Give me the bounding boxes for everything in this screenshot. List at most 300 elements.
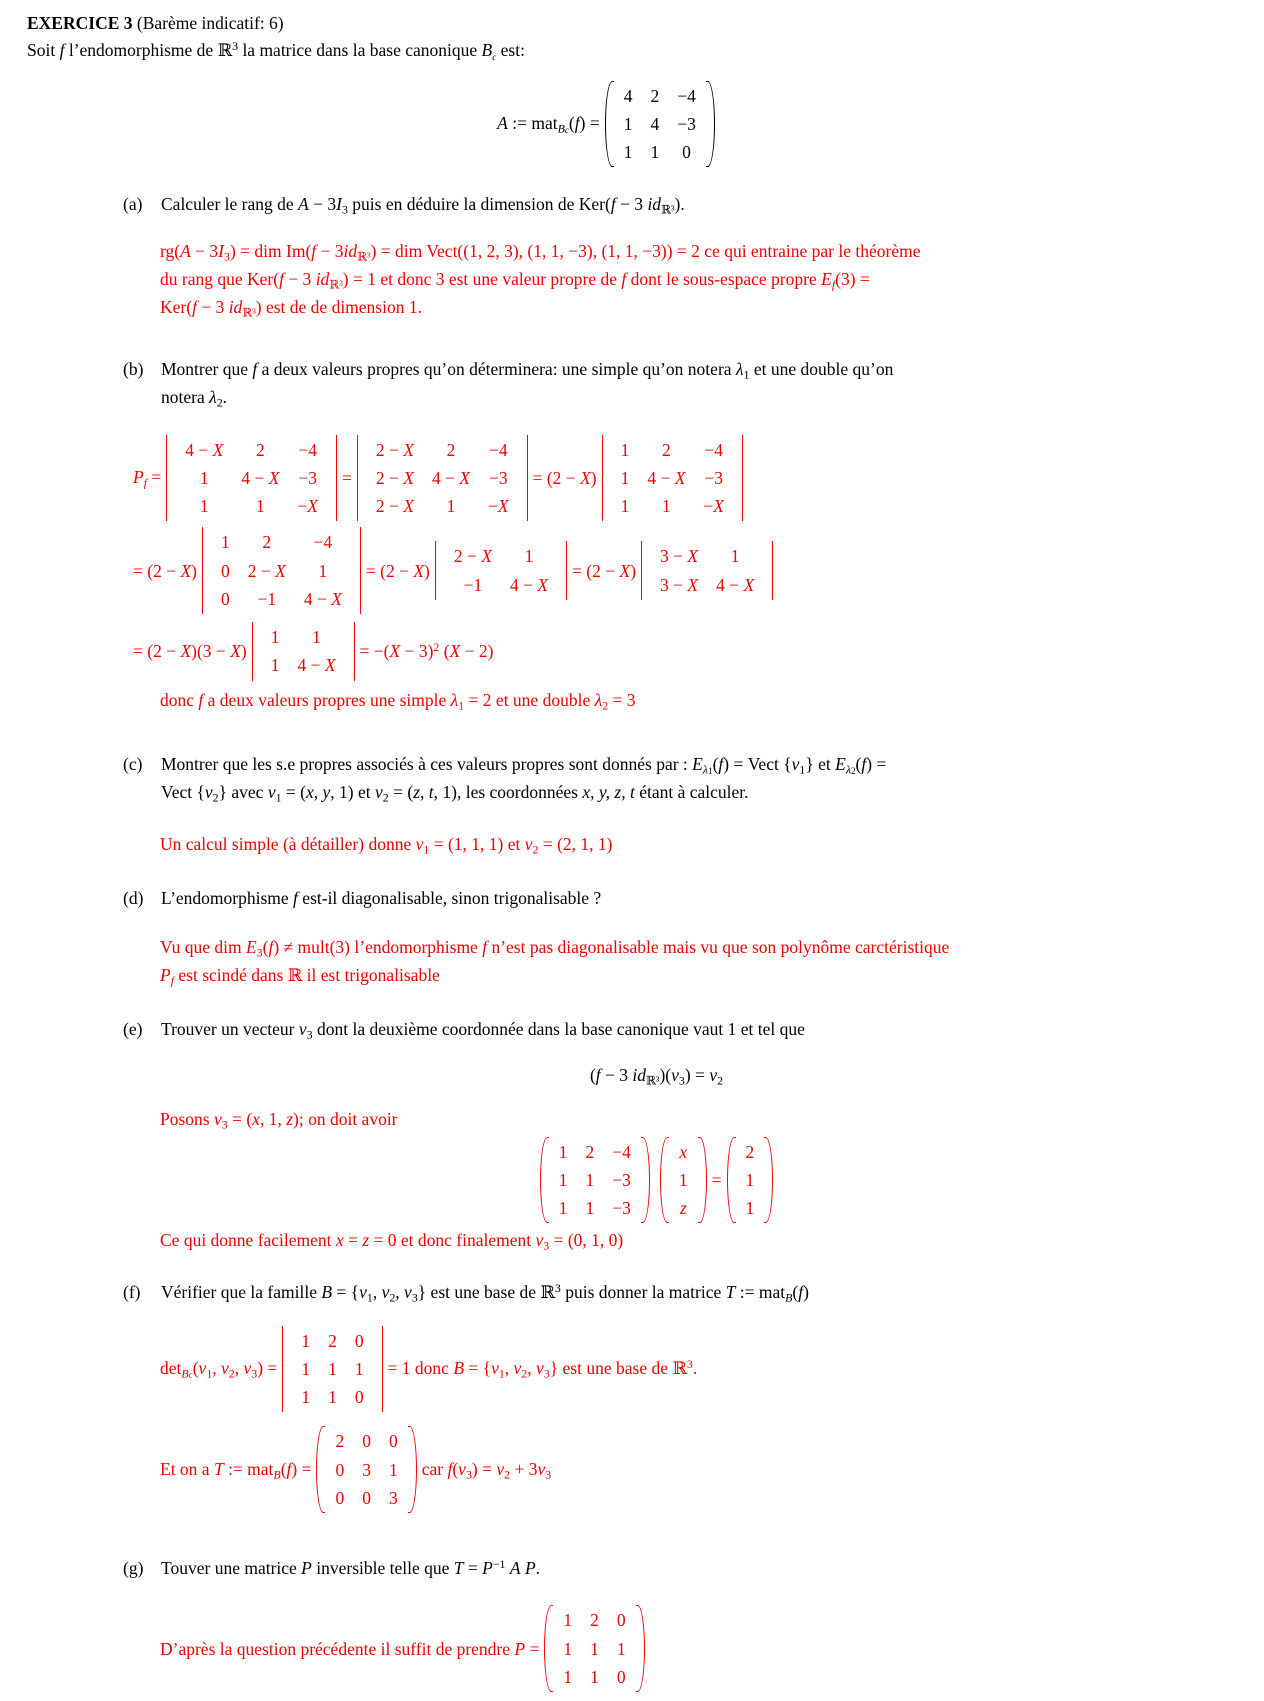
math-seg: λ (702, 762, 709, 777)
matrix-row (737, 1194, 764, 1222)
solution-e-intro (160, 1106, 1264, 1134)
matrix-cell: 1 (616, 1638, 626, 1659)
matrix-cell: 1 (590, 1638, 599, 1659)
math-seg: − 3 (615, 194, 648, 215)
math-seg: := mat (735, 1282, 786, 1303)
math-seg: v (198, 1357, 207, 1378)
matrix-cell: 1 (199, 496, 209, 517)
math-seg: ) = dim Im( (229, 240, 312, 261)
matrix-row (292, 1327, 372, 1355)
matrix-cell: −4 (704, 439, 724, 460)
matrix-row (554, 1606, 634, 1634)
math-seg: v (221, 1357, 229, 1378)
matrix-cell: 1 (270, 655, 280, 676)
matrix-cell: 1 (620, 496, 630, 517)
math-seg: ) = (291, 1458, 312, 1479)
matrix-row (550, 1194, 640, 1222)
math-seg: ) (803, 1282, 809, 1303)
math-seg: v (298, 1018, 307, 1039)
math-seg: = (342, 467, 352, 488)
math-seg: z, t (413, 781, 434, 802)
pf-determinant-2 (357, 433, 528, 524)
math-seg: 2 (228, 1366, 235, 1381)
math-seg: = (147, 466, 162, 487)
math-seg: x (335, 1230, 344, 1251)
matrix-cell: 4 − X (303, 588, 342, 609)
math-seg: = (1, 1, 1) et (429, 834, 525, 855)
matrix-cell: 0 (220, 588, 230, 609)
solution-e-intro-line (160, 1106, 1264, 1134)
math-seg: 3 (251, 1366, 258, 1381)
pf-determinant-6 (641, 539, 773, 602)
P-lhs (160, 1636, 539, 1662)
matrix-cell: 1 (585, 1198, 595, 1219)
matrix-cell: −1 (257, 588, 277, 609)
matrix-cell: −3 (677, 113, 696, 134)
math-seg: 3 (686, 1356, 693, 1371)
item-f-label: (f) (123, 1282, 141, 1303)
math-seg: } avec (218, 781, 268, 802)
math-seg: = (2 − X)(3 − X) (133, 641, 247, 662)
matrix-row (292, 1355, 372, 1383)
matrix-cell: 1 (328, 1387, 337, 1408)
matrix-row (212, 585, 351, 613)
T-lhs (160, 1456, 311, 1484)
text-line (161, 1016, 805, 1044)
math-seg: c (188, 1369, 193, 1380)
math-seg: car (421, 1458, 448, 1479)
item-b-label: (b) (123, 359, 144, 380)
math-seg: B (273, 1467, 281, 1481)
matrix-cell: 0 (616, 1666, 626, 1687)
math-seg: Posons (160, 1109, 214, 1130)
math-seg: 1 (458, 697, 465, 712)
math-seg: ) = (866, 753, 887, 774)
item-c-label: (c) (123, 753, 143, 774)
math-seg: B (481, 40, 493, 61)
matrix-row (615, 110, 705, 138)
factor-product (133, 638, 247, 664)
math-seg: Calculer le rang de (161, 194, 299, 215)
equals-sign (712, 1167, 722, 1193)
text-line (160, 962, 1264, 990)
matrix-cell: −4 (677, 85, 696, 106)
matrix-cell: −3 (704, 467, 724, 488)
math-seg: f (798, 1282, 804, 1303)
matrix-cell: 2 − X (247, 560, 286, 581)
math-seg: ( (712, 753, 719, 774)
matrix-cell: 1 (558, 1141, 568, 1162)
item-c-text (161, 751, 886, 807)
matrix-row (326, 1427, 406, 1455)
math-seg: la matrice dans la base canonique (238, 40, 482, 61)
display-equation-e (123, 1062, 1190, 1090)
math-seg: (X − 2) (439, 641, 494, 662)
matrix-row (367, 464, 518, 492)
math-seg: ) = (471, 1458, 497, 1479)
matrix-row (292, 1383, 372, 1411)
text-line (161, 751, 886, 779)
math-seg: , (527, 1357, 537, 1378)
math-seg: Touver une matrice (161, 1558, 302, 1579)
solution-e-outro-line (160, 1227, 1264, 1255)
exercise-title (27, 10, 1264, 36)
matrix-cell: 4 − X (297, 655, 336, 676)
matrix-cell: 2 (585, 1141, 595, 1162)
math-seg: ) = (684, 1065, 710, 1086)
math-seg: v (491, 1357, 499, 1378)
math-seg: 2 (216, 395, 223, 410)
math-seg: 3 (411, 1290, 418, 1305)
T-justification (422, 1456, 551, 1484)
matrix-cell: 1 (563, 1638, 573, 1659)
math-seg: = { (464, 1357, 492, 1378)
matrix-row (262, 623, 345, 651)
math-seg: 2 (850, 765, 856, 776)
matrix-cell: 1 (388, 1459, 398, 1480)
text-line (161, 1279, 809, 1307)
matrix-row (212, 557, 351, 585)
item-e-text (161, 1016, 805, 1044)
matrix-cell: 1 (745, 1198, 755, 1219)
matrix-cell: 0 (388, 1431, 398, 1452)
math-seg: −1 (492, 1557, 506, 1572)
matrix-row (367, 436, 518, 464)
math-seg: } et (805, 753, 836, 774)
matrix-cell: 0 (362, 1431, 371, 1452)
matrix-cell: 1 (623, 142, 633, 163)
math-seg: , (504, 1357, 514, 1378)
math-seg: donc (160, 689, 199, 710)
math-seg: Et on a (160, 1458, 214, 1479)
matrix-cell: −3 (298, 467, 318, 488)
matrix-row (670, 1194, 697, 1222)
math-seg: rg( (160, 240, 181, 261)
math-seg: 1 (206, 1366, 213, 1381)
math-seg: B (785, 1290, 793, 1305)
math-seg: est: (496, 40, 525, 61)
math-seg: , 1, (259, 1109, 287, 1130)
item-g-text (161, 1555, 540, 1581)
math-seg: P (301, 1558, 312, 1579)
matrix-cell: 0 (354, 1330, 364, 1351)
math-seg: := mat (223, 1458, 274, 1479)
text-line (161, 1555, 540, 1581)
math-seg: Montrer que les s.e propres associés à ces valeurs propres sont donnés par : (161, 753, 693, 774)
matrix-cell: −3 (612, 1169, 631, 1190)
math-seg: = { (332, 1282, 360, 1303)
pf-equation-line-2 (133, 525, 1264, 616)
math-seg: Ce qui donne facilement (160, 1230, 336, 1251)
math-seg: } est une base de ℝ (417, 1282, 555, 1303)
math-seg: )( (659, 1065, 672, 1086)
math-seg: 1 (423, 842, 430, 857)
det-lhs (160, 1355, 277, 1383)
item-c (123, 751, 1264, 807)
math-seg: inversible telle que (311, 1558, 454, 1579)
math-seg: ) = Vect { (723, 753, 792, 774)
math-seg: 3 (545, 1467, 552, 1481)
math-seg: v (791, 753, 800, 774)
math-seg: v (537, 1458, 546, 1479)
solution-e-matrix-equation (123, 1135, 1190, 1226)
math-seg: . (692, 1357, 698, 1378)
math-seg: a deux valeurs propres qu’on déterminera: une simple qu’on notera (257, 359, 736, 380)
equation-f-minus-3id (590, 1062, 723, 1090)
pf-determinant-4 (202, 525, 361, 616)
matrix-cell: 1 (563, 1610, 573, 1631)
matrix-cell: 2 (590, 1610, 599, 1631)
matrix-cell: 1 (730, 546, 740, 567)
math-seg: = ( (227, 1109, 253, 1130)
math-seg: − 3 (308, 194, 337, 215)
matrix-cell: 1 (745, 1169, 755, 1190)
math-seg: v (213, 1109, 222, 1130)
text-line (161, 779, 886, 807)
math-seg: , (372, 1282, 382, 1303)
vector-x1z (660, 1135, 707, 1226)
math-seg: , (234, 1357, 244, 1378)
math-seg: f (311, 240, 317, 261)
math-seg: du rang que Ker( (160, 268, 280, 289)
math-seg: T (453, 1558, 464, 1579)
item-a (123, 191, 1264, 219)
math-seg: Soit (27, 40, 60, 61)
math-seg: A (298, 194, 309, 215)
matrix-cell: 4 − X (241, 467, 280, 488)
det-v1v2v3 (282, 1324, 382, 1415)
pf-equation-line-1 (133, 433, 1264, 524)
math-seg: v (359, 1282, 367, 1303)
math-seg: E (692, 753, 703, 774)
matrix-cell: 0 (354, 1387, 364, 1408)
math-seg: T (213, 1458, 224, 1479)
math-seg: 3 (678, 1073, 685, 1088)
matrix-cell: −1 (463, 574, 483, 595)
math-seg: f (268, 936, 274, 957)
pf-result (360, 638, 494, 664)
math-seg: I (336, 194, 342, 215)
math-seg: 3 (224, 248, 230, 263)
matrix-cell: 1 (620, 439, 630, 460)
math-seg: P (514, 1638, 526, 1659)
matrix-cell: −X (488, 496, 509, 517)
math-seg: z (286, 1109, 294, 1130)
math-seg: = (2 − X) (133, 560, 197, 581)
text-line (161, 356, 893, 384)
matrix-row (550, 1166, 640, 1194)
math-seg: := mat (507, 112, 558, 133)
solution-d (160, 934, 1264, 990)
matrix-A-lhs (497, 110, 600, 138)
math-seg: ( (589, 1065, 596, 1086)
math-seg: T (725, 1282, 736, 1303)
matrix-cell: 1 (220, 532, 230, 553)
math-seg: dont la deuxième coordonnée dans la base canonique vaut 1 et tel que (312, 1018, 805, 1039)
matrix-cell: −X (297, 496, 318, 517)
math-seg: a deux valeurs propres une simple (203, 689, 451, 710)
matrix-A (605, 79, 715, 170)
matrix-cell: 4 − X (716, 574, 755, 595)
math-seg: l’endomorphisme de (64, 40, 218, 61)
math-seg: = 2 et une double (464, 689, 595, 710)
matrix-cell: 0 (616, 1610, 626, 1631)
math-seg: = 0 et donc finalement (369, 1230, 536, 1251)
math-seg: puis donner la matrice (560, 1282, 726, 1303)
math-seg: f (279, 268, 284, 289)
math-seg: ( (280, 1458, 287, 1479)
math-seg: Un calcul simple (à détailler) donne (160, 834, 416, 855)
matrix-row (326, 1484, 406, 1512)
math-seg: étant à calculer. (634, 781, 749, 802)
matrix-cell: 3 − X (660, 546, 699, 567)
math-seg: puis en déduire la dimension de Ker( (347, 194, 611, 215)
math-seg: f (610, 194, 616, 215)
math-seg: 1 (708, 765, 713, 776)
math-seg: f (170, 973, 175, 988)
matrix-row (445, 571, 557, 599)
matrix-row (670, 1138, 697, 1166)
math-seg: , 1), les coordonnées (433, 781, 583, 802)
item-f-text (161, 1279, 809, 1307)
math-seg: λ (845, 762, 851, 777)
item-d (123, 885, 1264, 911)
matrix-row (612, 436, 733, 464)
math-seg: ( (792, 1282, 799, 1303)
matrix-cell: 0 (335, 1487, 345, 1508)
matrix-cell: 0 (362, 1487, 371, 1508)
matrix-cell: 1 (354, 1358, 364, 1379)
math-seg: D’après la question précédente il suffit de prendre (160, 1638, 515, 1659)
math-seg: 2 (602, 697, 609, 712)
math-seg: = 3 (608, 689, 636, 710)
math-seg: λ (594, 689, 603, 710)
math-seg: Vect { (161, 781, 205, 802)
math-seg: 1 (366, 1290, 373, 1305)
math-seg: = (343, 1230, 363, 1251)
math-seg: c (492, 52, 497, 63)
matrix-cell: 1 (558, 1198, 568, 1219)
math-seg: v (709, 1065, 718, 1086)
matrix-cell: 4 − X (647, 467, 686, 488)
solution-f-det-line (160, 1324, 1264, 1415)
matrix-row (737, 1138, 764, 1166)
math-seg: ) est de de dimension 1. (255, 297, 422, 318)
matrix-cell: 1 (301, 1387, 311, 1408)
exercise-title-subtitle: (Barème indicatif: 6) (132, 13, 284, 33)
matrix-cell: 2 (262, 532, 272, 553)
math-seg: f (482, 936, 488, 957)
matrix-row (212, 528, 351, 556)
math-seg: ( (855, 753, 862, 774)
math-seg: z (362, 1230, 370, 1251)
solution-g-line (160, 1603, 1264, 1694)
matrix-f-minus-3id (540, 1135, 650, 1226)
item-d-label: (d) (123, 888, 144, 909)
math-seg: . (222, 387, 228, 408)
matrix-cell: 2 (650, 85, 660, 106)
matrix-cell: 3 (388, 1487, 398, 1508)
math-seg: v (536, 1357, 544, 1378)
math-seg: P (133, 466, 144, 487)
math-seg: λ (735, 359, 744, 380)
matrix-cell: 2 (662, 439, 671, 460)
math-seg: f (718, 753, 724, 774)
math-seg: f (286, 1458, 292, 1479)
matrix-cell: 2 (256, 439, 265, 460)
item-b (123, 356, 1264, 412)
math-seg: f (831, 277, 836, 292)
math-seg: f (574, 112, 580, 133)
math-seg: P (482, 1558, 493, 1579)
math-seg: v (524, 834, 533, 855)
math-seg: = (2, 1, 1) (538, 834, 613, 855)
math-seg: E (821, 268, 832, 289)
matrix-cell: 1 (312, 627, 321, 648)
exercise-title-bold: EXERCICE 3 (27, 13, 133, 33)
math-seg: v (458, 1458, 466, 1479)
det-conclusion (388, 1355, 698, 1383)
math-seg: = (525, 1638, 540, 1659)
math-seg: v (375, 781, 383, 802)
matrix-cell: 1 (328, 1358, 337, 1379)
math-seg: A (509, 1558, 521, 1579)
matrix-row (612, 464, 733, 492)
math-seg: et une double qu’on (749, 359, 894, 380)
math-seg: 3 (256, 944, 263, 959)
matrix-cell: 3 (362, 1459, 371, 1480)
item-d-text (161, 885, 601, 911)
math-seg: v (267, 781, 276, 802)
text-line (161, 191, 685, 219)
matrix-row (176, 464, 327, 492)
math-seg: A (180, 240, 191, 261)
math-seg: B (453, 1357, 465, 1378)
matrix-cell: 1 (270, 627, 280, 648)
item-g-label: (g) (123, 1558, 144, 1579)
math-seg: L’endomorphisme (161, 888, 294, 909)
math-seg: , 1) et (330, 781, 376, 802)
math-seg: Montrer que (161, 359, 253, 380)
math-seg: f (143, 475, 148, 490)
math-seg: Trouver un vecteur (161, 1018, 299, 1039)
math-seg: 3 (543, 1366, 550, 1381)
text-line (161, 885, 601, 911)
math-seg: v (381, 1282, 390, 1303)
matrix-row (670, 1166, 697, 1194)
math-seg: id (632, 1065, 647, 1086)
math-seg: 3 (341, 202, 348, 217)
matrix-row (550, 1138, 640, 1166)
math-seg: 3 (306, 1027, 313, 1042)
matrix-cell: 4 − X (431, 467, 471, 488)
math-seg: ) ≠ mult(3) l’endomorphisme (273, 936, 483, 957)
math-seg: A (497, 112, 508, 133)
math-seg: 2 (532, 842, 539, 857)
math-seg: . (535, 1558, 541, 1579)
matrix-row (554, 1635, 634, 1663)
math-seg: 3 (543, 1238, 550, 1253)
math-seg: 1 (498, 1366, 505, 1381)
math-seg: ( (192, 1357, 199, 1378)
math-seg: − 3 (196, 297, 229, 318)
math-seg: id (228, 297, 243, 318)
math-seg: = −(X − 3) (359, 641, 434, 662)
math-seg: f (192, 297, 197, 318)
solution-e-outro (160, 1227, 1264, 1255)
math-seg: } est une base de ℝ (549, 1357, 687, 1378)
text-line (160, 266, 1264, 294)
